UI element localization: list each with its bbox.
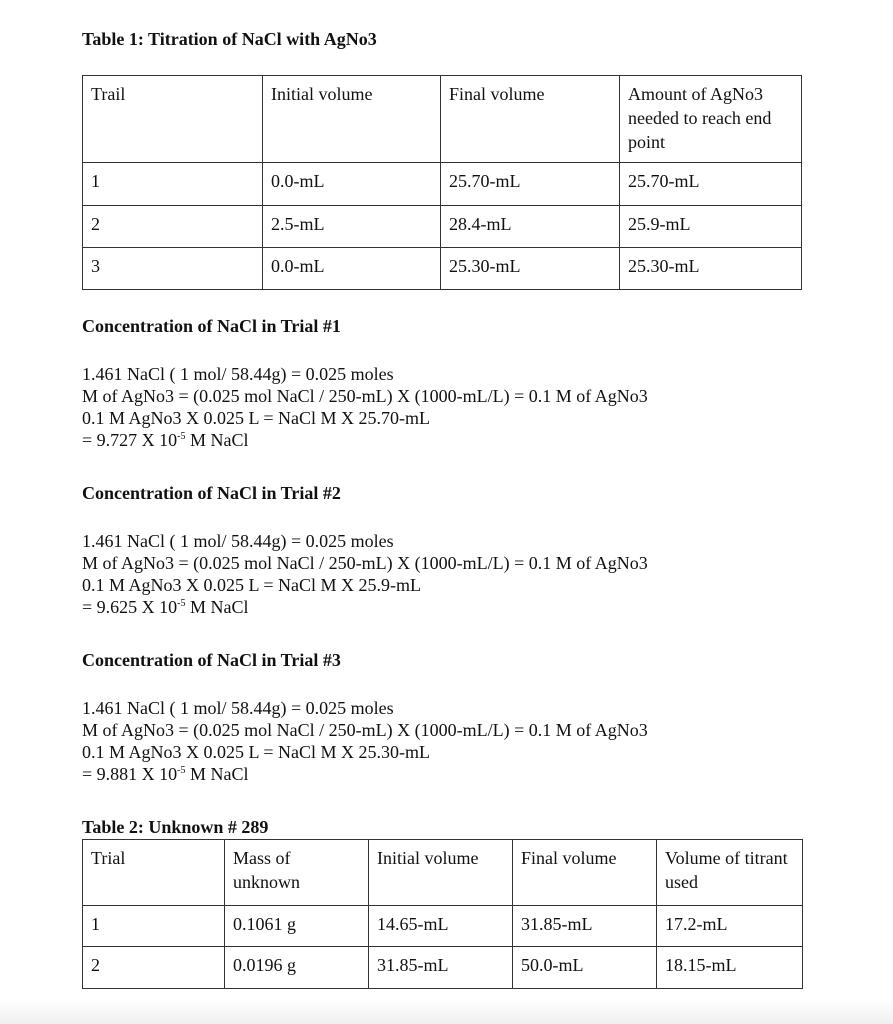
header-cell: Amount of AgNo3 needed to reach end point bbox=[620, 76, 802, 163]
calc-line: M of AgNo3 = (0.025 mol NaCl / 250-mL) X (1000-mL/L) = 0.1 M of AgNo3 bbox=[82, 386, 648, 406]
cell: 25.30-mL bbox=[620, 248, 802, 290]
header-cell: Trial bbox=[83, 840, 225, 906]
cell: 2.5-mL bbox=[263, 206, 441, 248]
trial3-heading: Concentration of NaCl in Trial #3 bbox=[82, 650, 341, 670]
cell: 1 bbox=[83, 906, 225, 947]
trial2-heading: Concentration of NaCl in Trial #2 bbox=[82, 483, 341, 503]
cell: 0.1061 g bbox=[225, 906, 369, 947]
trial3-calculation bbox=[82, 697, 648, 785]
calc-result bbox=[82, 596, 648, 618]
header-cell: Trail bbox=[83, 76, 263, 163]
result-unit: M NaCl bbox=[185, 764, 249, 784]
cell: 1 bbox=[83, 163, 263, 206]
table1 bbox=[82, 75, 802, 290]
calc-line: M of AgNo3 = (0.025 mol NaCl / 250-mL) X (1000-mL/L) = 0.1 M of AgNo3 bbox=[82, 720, 648, 740]
calc-line: 0.1 M AgNo3 X 0.025 L = NaCl M X 25.9-mL bbox=[82, 575, 421, 595]
header-cell: Final volume bbox=[441, 76, 620, 163]
cell: 14.65-mL bbox=[369, 906, 513, 947]
cell: 2 bbox=[83, 947, 225, 989]
result-text: = 9.727 X 10 bbox=[82, 430, 178, 450]
exponent: -5 bbox=[177, 431, 186, 442]
cell: 31.85-mL bbox=[513, 906, 657, 947]
cell: 17.2-mL bbox=[657, 906, 803, 947]
cell: 3 bbox=[83, 248, 263, 290]
cell: 28.4-mL bbox=[441, 206, 620, 248]
table-row bbox=[83, 947, 803, 989]
header-cell: Mass of unknown bbox=[225, 840, 369, 906]
calc-line: 0.1 M AgNo3 X 0.025 L = NaCl M X 25.30-mL bbox=[82, 742, 430, 762]
table2 bbox=[82, 839, 803, 989]
header-cell: Initial volume bbox=[369, 840, 513, 906]
cell: 50.0-mL bbox=[513, 947, 657, 989]
result-text: = 9.881 X 10 bbox=[82, 764, 178, 784]
cell: 25.70-mL bbox=[620, 163, 802, 206]
exponent: -5 bbox=[177, 765, 186, 776]
cell: 18.15-mL bbox=[657, 947, 803, 989]
cell: 2 bbox=[83, 206, 263, 248]
table1-title: Table 1: Titration of NaCl with AgNo3 bbox=[82, 29, 377, 49]
header-cell: Final volume bbox=[513, 840, 657, 906]
trial1-heading: Concentration of NaCl in Trial #1 bbox=[82, 316, 341, 336]
cell: 31.85-mL bbox=[369, 947, 513, 989]
header-cell: Initial volume bbox=[263, 76, 441, 163]
bottom-fade bbox=[0, 1000, 893, 1024]
calc-line: 1.461 NaCl ( 1 mol/ 58.44g) = 0.025 moles bbox=[82, 364, 394, 384]
header-cell: Volume of titrant used bbox=[657, 840, 803, 906]
table-row bbox=[83, 906, 803, 947]
table-row bbox=[83, 248, 802, 290]
cell: 25.9-mL bbox=[620, 206, 802, 248]
result-text: = 9.625 X 10 bbox=[82, 597, 178, 617]
calc-line: 0.1 M AgNo3 X 0.025 L = NaCl M X 25.70-mL bbox=[82, 408, 430, 428]
table-row bbox=[83, 163, 802, 206]
calc-result bbox=[82, 429, 648, 451]
table2-header-row bbox=[83, 840, 803, 906]
calc-result bbox=[82, 763, 648, 785]
trial2-calculation bbox=[82, 530, 648, 618]
table-row bbox=[83, 206, 802, 248]
table1-header-row bbox=[83, 76, 802, 163]
cell: 0.0196 g bbox=[225, 947, 369, 989]
result-unit: M NaCl bbox=[185, 597, 249, 617]
result-unit: M NaCl bbox=[185, 430, 249, 450]
cell: 0.0-mL bbox=[263, 248, 441, 290]
calc-line: 1.461 NaCl ( 1 mol/ 58.44g) = 0.025 moles bbox=[82, 531, 394, 551]
cell: 25.70-mL bbox=[441, 163, 620, 206]
cell: 0.0-mL bbox=[263, 163, 441, 206]
cell: 25.30-mL bbox=[441, 248, 620, 290]
trial1-calculation bbox=[82, 363, 648, 451]
calc-line: 1.461 NaCl ( 1 mol/ 58.44g) = 0.025 moles bbox=[82, 698, 394, 718]
calc-line: M of AgNo3 = (0.025 mol NaCl / 250-mL) X (1000-mL/L) = 0.1 M of AgNo3 bbox=[82, 553, 648, 573]
exponent: -5 bbox=[177, 598, 186, 609]
table2-title: Table 2: Unknown # 289 bbox=[82, 817, 269, 837]
